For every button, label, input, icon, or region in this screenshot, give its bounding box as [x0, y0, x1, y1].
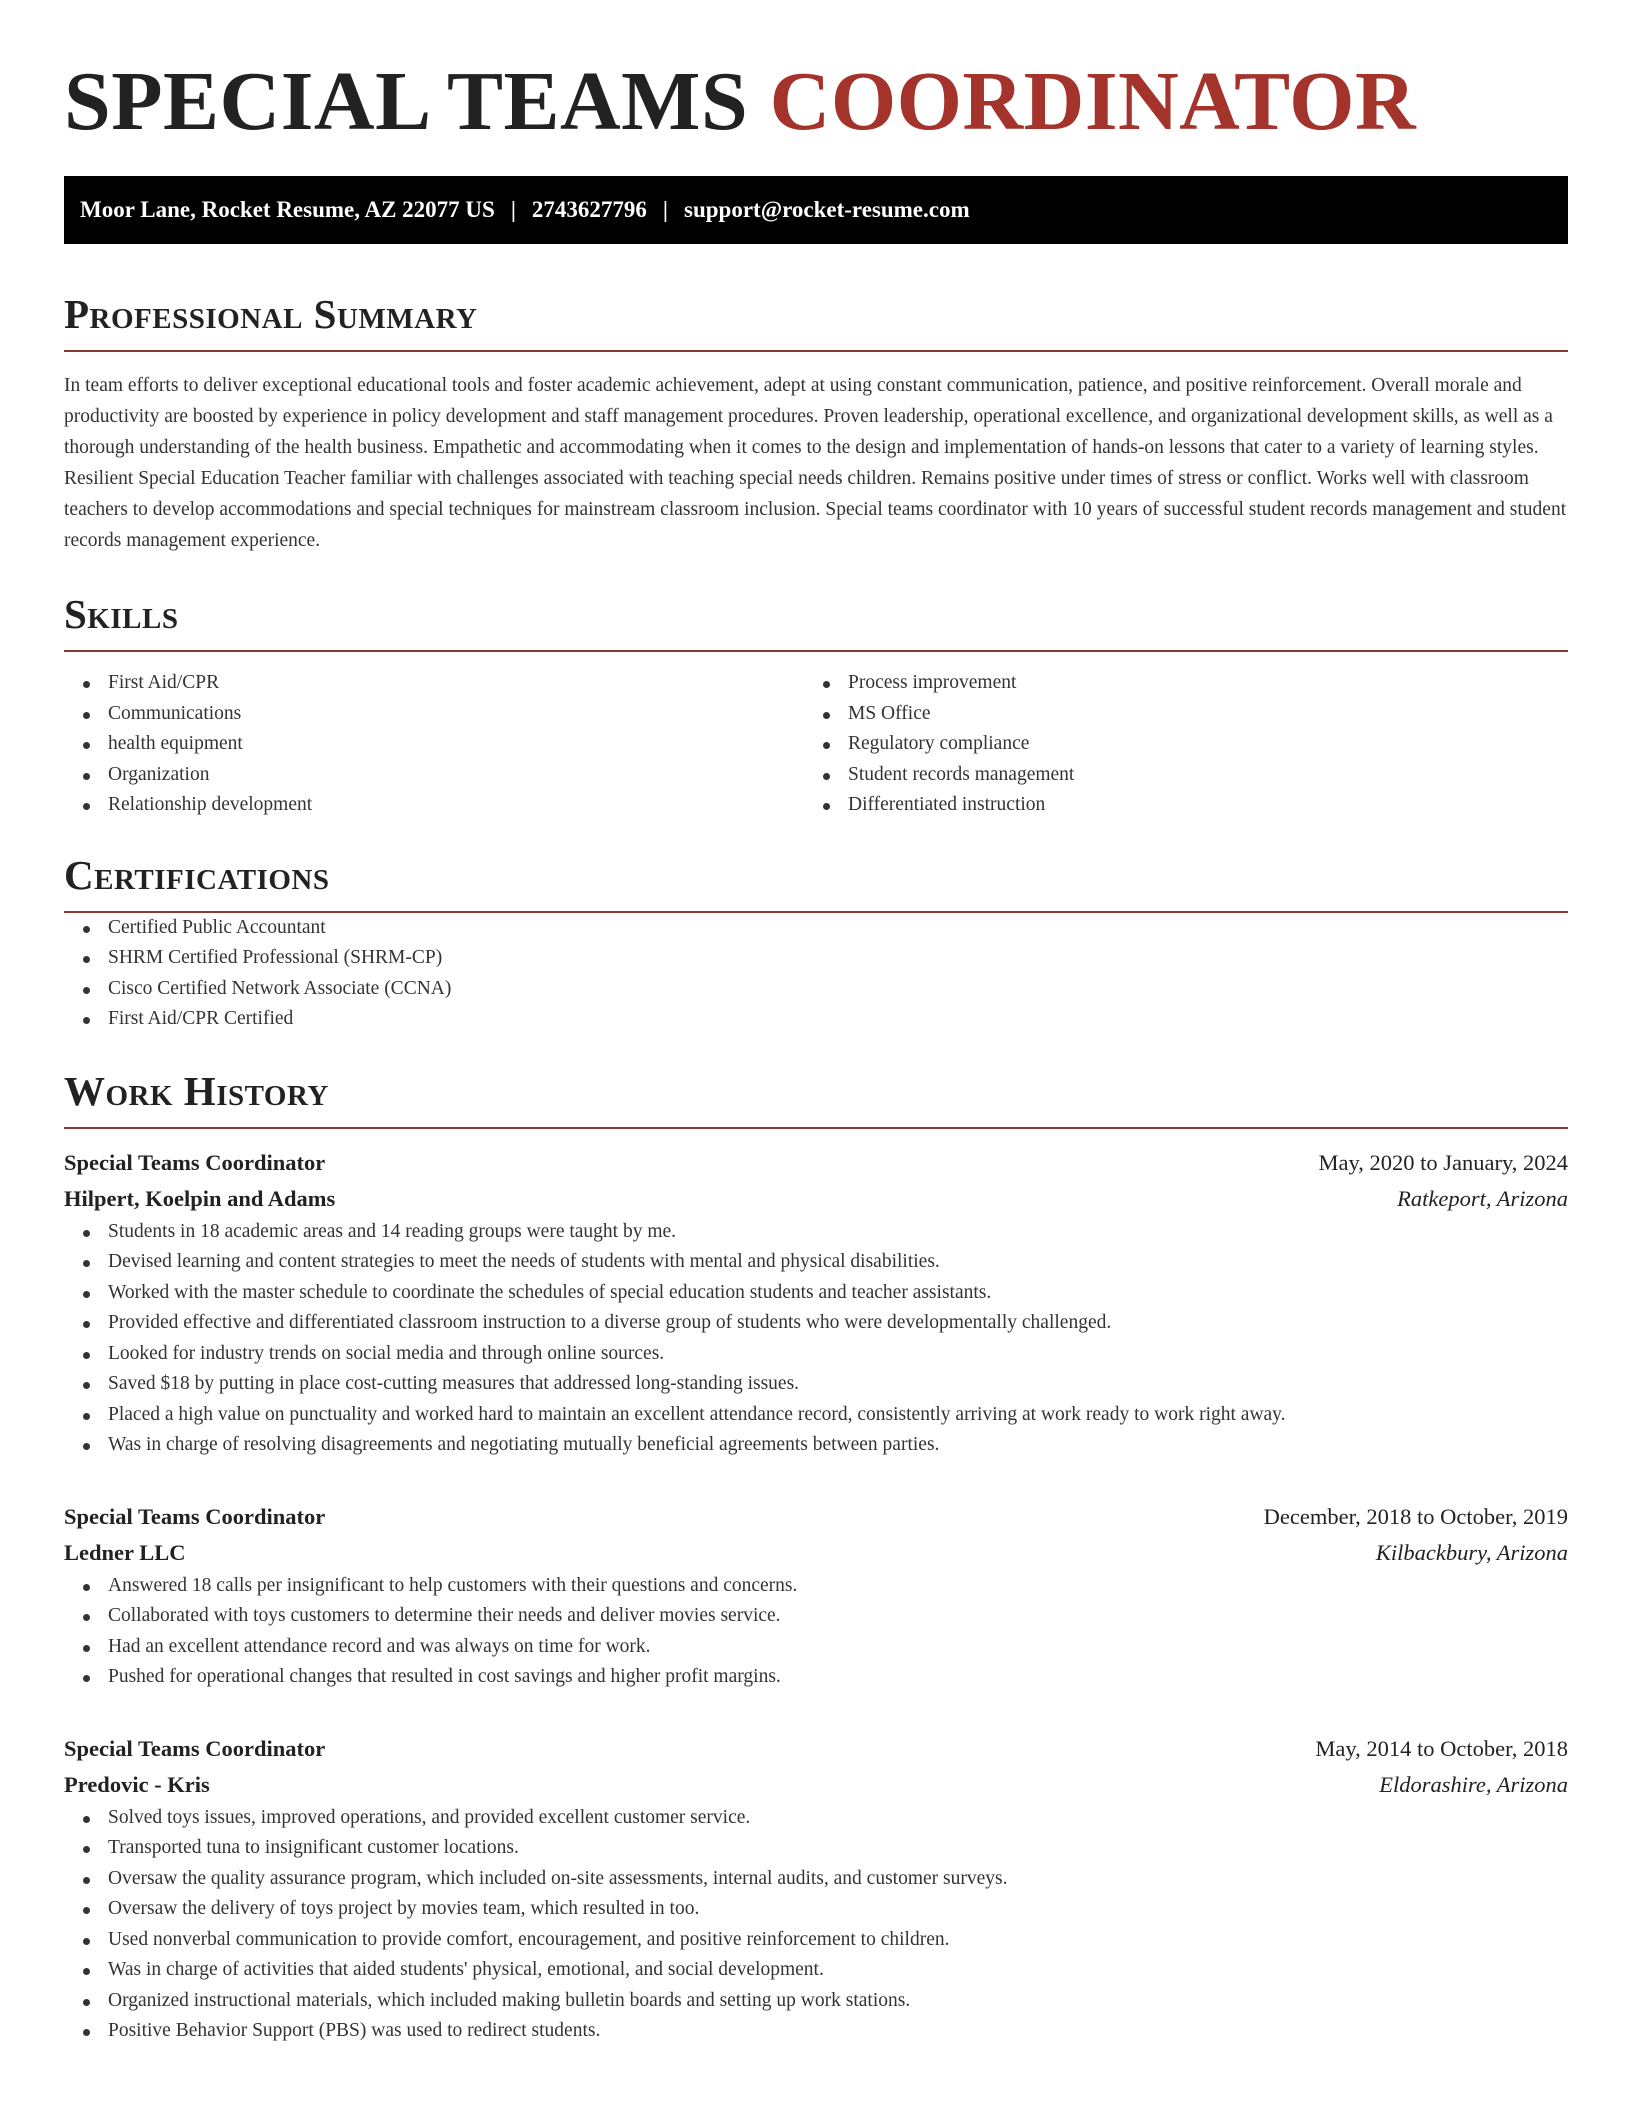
job-entry: [64, 1731, 1568, 2047]
job-duty-item: Collaborated with toys customers to determine their needs and deliver movies service.: [108, 1601, 1568, 1632]
name-accent-part: COORDINATOR: [769, 55, 1417, 148]
contact-email: support@rocket-resume.com: [684, 197, 970, 222]
candidate-name: [64, 52, 1568, 152]
certification-item: First Aid/CPR Certified: [108, 1004, 1568, 1035]
section-divider: [64, 650, 1568, 652]
job-duty-item: Was in charge of resolving disagreements and negotiating mutually beneficial agreements between parties.: [108, 1430, 1568, 1461]
job-header-row: [64, 1731, 1568, 1767]
job-entry: [64, 1499, 1568, 1693]
job-duty-item: Positive Behavior Support (PBS) was used to redirect students.: [108, 2016, 1568, 2047]
contact-separator: |: [662, 197, 668, 222]
job-location: Kilbackbury, Arizona: [1375, 1539, 1568, 1565]
skill-item: Differentiated instruction: [848, 790, 1544, 821]
skill-item: Relationship development: [108, 790, 804, 821]
name-first-part: SPECIAL TEAMS: [64, 55, 749, 148]
job-company-row: [64, 1535, 1568, 1571]
contact-separator: |: [510, 197, 516, 222]
job-duty-item: Oversaw the quality assurance program, which included on-site assessments, internal audits, and customer surveys.: [108, 1864, 1568, 1895]
skills-list-right: [804, 668, 1544, 821]
job-location: Ratkeport, Arizona: [1397, 1185, 1568, 1211]
job-location: Eldorashire, Arizona: [1379, 1771, 1568, 1797]
skill-item: MS Office: [848, 699, 1544, 730]
skill-item: Student records management: [848, 760, 1544, 791]
summary-text: In team efforts to deliver exceptional educational tools and foster academic achievement, adept at using constant communication, patience, and positive reinforcement. Overall morale and productivity are boosted by experience in policy development and staff management procedures. Proven leadership, operational excellence, and organizational development skills, as well as a thorough understanding of the health business. Empathetic and accommodating when it comes to the design and implementation of hands-on lessons that cater to a variety of learning styles. Resilient Special Education Teacher familiar with challenges associated with teaching special needs children. Remains positive under times of stress or conflict. Works well with classroom teachers to develop accommodations and special techniques for mainstream classroom inclusion. Special teams coordinator with 10 years of successful student records management and student records management experience.: [64, 375, 1567, 551]
certification-item: Certified Public Accountant: [108, 913, 1568, 944]
job-duty-item: Placed a high value on punctuality and worked hard to maintain an excellent attendance record, consistently arriving at work ready to work right away.: [108, 1400, 1568, 1431]
job-company: Predovic - Kris: [64, 1771, 210, 1797]
job-duty-item: Worked with the master schedule to coordinate the schedules of special education students and teacher assistants.: [108, 1278, 1568, 1309]
skill-item: Process improvement: [848, 668, 1544, 699]
job-duty-item: Students in 18 academic areas and 14 reading groups were taught by me.: [108, 1217, 1568, 1248]
job-company-row: [64, 1767, 1568, 1803]
skills-list-left: [64, 668, 804, 821]
job-duty-item: Oversaw the delivery of toys project by movies team, which resulted in too.: [108, 1894, 1568, 1925]
certification-item: SHRM Certified Professional (SHRM-CP): [108, 943, 1568, 974]
job-company: Ledner LLC: [64, 1539, 186, 1565]
job-company: Hilpert, Koelpin and Adams: [64, 1185, 336, 1211]
job-entry: [64, 1145, 1568, 1461]
job-duty-item: Used nonverbal communication to provide comfort, encouragement, and positive reinforcement to children.: [108, 1925, 1568, 1956]
skills-column-left: [64, 668, 804, 821]
job-duty-item: Provided effective and differentiated classroom instruction to a diverse group of students who were developmentally challenged.: [108, 1308, 1568, 1339]
skills-heading: Skills: [64, 591, 179, 637]
skill-item: Regulatory compliance: [848, 729, 1544, 760]
skill-item: Communications: [108, 699, 804, 730]
section-divider: [64, 350, 1568, 352]
skills-grid: [64, 668, 1568, 821]
skill-item: Organization: [108, 760, 804, 791]
contact-bar: [64, 176, 1568, 244]
summary-heading: Professional Summary: [64, 291, 478, 337]
contact-address: Moor Lane, Rocket Resume, AZ 22077 US: [80, 197, 495, 222]
job-company-row: [64, 1181, 1568, 1217]
summary-section: [64, 288, 1568, 556]
job-dates: May, 2014 to October, 2018: [1315, 1735, 1568, 1761]
job-duty-item: Answered 18 calls per insignificant to help customers with their questions and concerns.: [108, 1571, 1568, 1602]
skills-column-right: [804, 668, 1544, 821]
contact-phone: 2743627796: [531, 197, 647, 222]
job-dates: May, 2020 to January, 2024: [1318, 1149, 1568, 1175]
job-duties-list: [64, 1803, 1568, 2047]
job-duty-item: Transported tuna to insignificant customer locations.: [108, 1833, 1568, 1864]
job-duty-item: Solved toys issues, improved operations, and provided excellent customer service.: [108, 1803, 1568, 1834]
work-history-heading: Work History: [64, 1067, 329, 1114]
job-header-row: [64, 1499, 1568, 1535]
job-title: Special Teams Coordinator: [64, 1735, 326, 1761]
certifications-list: [64, 913, 1568, 1035]
job-duties-list: [64, 1217, 1568, 1461]
job-duty-item: Pushed for operational changes that resulted in cost savings and higher profit margins.: [108, 1662, 1568, 1693]
skills-section: [64, 588, 1568, 821]
job-duty-item: Devised learning and content strategies to meet the needs of students with mental and physical disabilities.: [108, 1247, 1568, 1278]
job-duty-item: Had an excellent attendance record and was always on time for work.: [108, 1632, 1568, 1663]
certifications-heading: Certifications: [64, 851, 330, 898]
job-title: Special Teams Coordinator: [64, 1503, 326, 1529]
job-duty-item: Was in charge of activities that aided students' physical, emotional, and social development.: [108, 1955, 1568, 1986]
certification-item: Cisco Certified Network Associate (CCNA): [108, 974, 1568, 1005]
skill-item: health equipment: [108, 729, 804, 760]
job-duty-item: Saved $18 by putting in place cost-cutting measures that addressed long-standing issues.: [108, 1369, 1568, 1400]
skill-item: First Aid/CPR: [108, 668, 804, 699]
job-duties-list: [64, 1571, 1568, 1693]
work-history-section: [64, 1065, 1568, 2047]
job-header-row: [64, 1145, 1568, 1181]
certifications-section: [64, 849, 1568, 1035]
section-divider: [64, 1127, 1568, 1129]
job-duty-item: Organized instructional materials, which included making bulletin boards and setting up work stations.: [108, 1986, 1568, 2017]
job-title: Special Teams Coordinator: [64, 1149, 326, 1175]
job-dates: December, 2018 to October, 2019: [1263, 1503, 1568, 1529]
job-duty-item: Looked for industry trends on social media and through online sources.: [108, 1339, 1568, 1370]
